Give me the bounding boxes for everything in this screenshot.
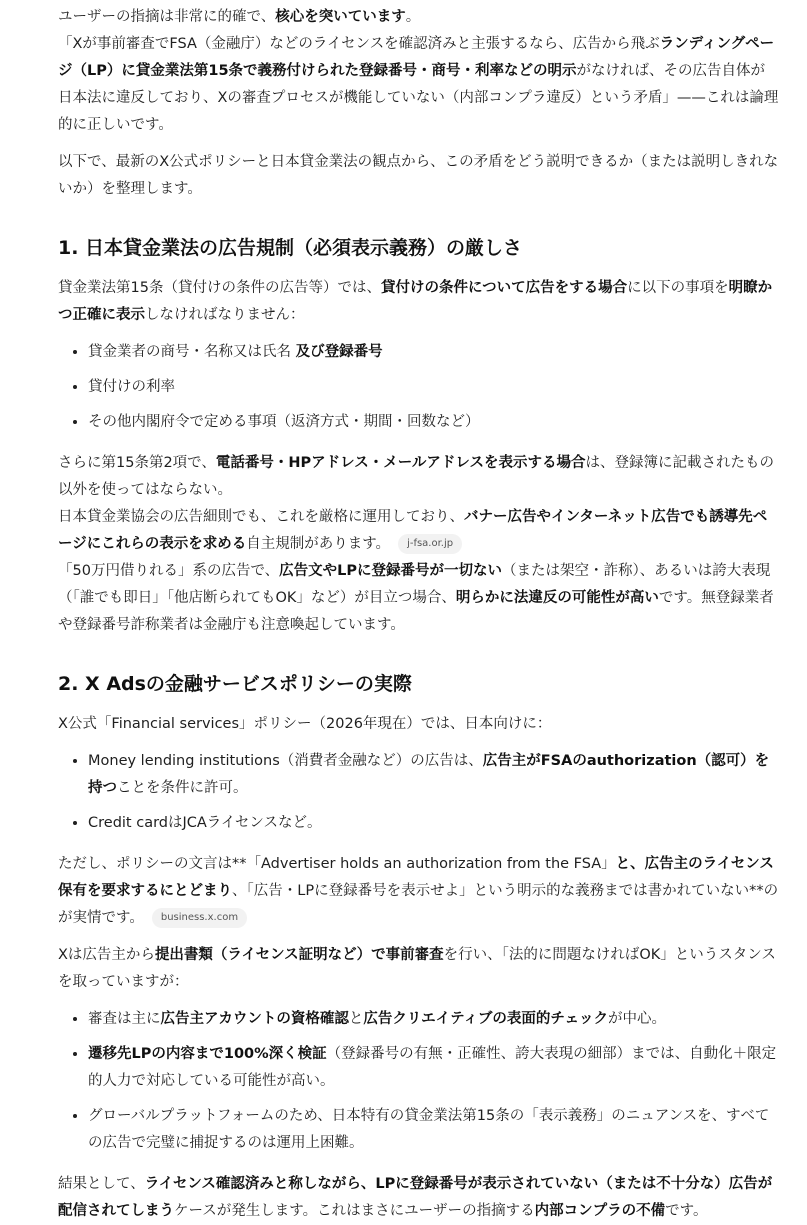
text: 「Xが事前審査でFSA（金融庁）などのライセンスを確認済みと主張するなら、広告から飛ぶ [58,36,660,52]
text: Money lending institutions（消費者金融など）の広告は、 [88,753,483,769]
text: 「50万円借りれる」系の広告で、 [58,563,280,579]
section-1-paragraph-3 [58,504,779,558]
bold-text: 核心を突いています [275,9,406,25]
text: に以下の事項を [627,280,729,296]
bold-text: 遷移先LPの内容まで100%深く検証 [88,1046,327,1062]
list-item: • その他内閣府令で定める事項（返済方式・期間・回数など） [88,409,779,436]
text: 、「広告・LPに登録番号を表示せよ」という明示的な義務までは書かれていない**のが実情です。 [58,883,779,926]
intro-paragraph-1 [58,4,779,31]
text: （または架空・詐称）、あるいは誇大表現（「誰でも即日」「他店断られてもOK」など）が目立つ場合、 [58,563,771,606]
section-2-heading: 2. X Adsの金融サービスポリシーの実際 [58,673,412,695]
section-1-paragraph-1 [58,275,779,329]
bold-text: 広告主がFSAのauthorization（認可）を持つ [88,753,770,796]
section-1-paragraph-4 [58,558,779,639]
intro-paragraph-2 [58,31,779,139]
bold-text: 広告主アカウントの資格確認 [160,1011,349,1027]
text: 審査は主に [88,1011,161,1027]
section-1-paragraph-2 [58,450,779,504]
text: ただし、ポリシーの文言は**「Advertiser holds an authorization from the FSA」 [58,856,616,872]
list-item [88,1006,779,1033]
section-1-heading: 1. 日本貸金業法の広告規制（必須表示義務）の厳しさ [58,237,523,259]
text: が中心。 [607,1011,666,1027]
text: ことを条件に許可。 [117,780,248,796]
source-chip[interactable]: business.x.com [152,908,247,928]
bold-text: バナー広告やインターネット広告でも誘導先ページにこれらの表示を求める [58,509,768,552]
bold-text: 明瞭かつ正確に表示 [58,280,773,323]
text: です。無登録業者や登録番号詐称業者は金融庁も注意喚起しています。 [58,590,774,633]
list-item [88,339,779,366]
bold-text: 及び登録番号 [295,344,383,360]
bold-text: 提出書類（ライセンス証明など）で事前審査 [154,947,444,963]
bold-text: 広告クリエイティブの表面的チェック [363,1011,608,1027]
bold-text: 内部コンプラの不備 [534,1203,666,1219]
list-item: • Credit cardはJCAライセンスなど。 [88,810,779,837]
list-item: • 貸付けの利率 [88,374,779,401]
text: 自主規制があります。 [246,536,391,552]
list-item: • グローバルプラットフォームのため、日本特有の貸金業法第15条の「表示義務」のニュアンスを、すべての広告で完璧に捕捉するのは運用上困難。 [88,1103,779,1157]
section-2-list-2 [58,1006,779,1157]
intro-paragraph-3: 以下で、最新のX公式ポリシーと日本貸金業法の観点から、この矛盾をどう説明できるか（または説明しきれないか）を整理します。 [58,154,779,197]
list-item [88,1041,779,1095]
text: （登録番号の有無・正確性、誇大表現の細部）までは、自動化＋限定的人力で対応している可能性が高い。 [88,1046,777,1089]
bold-text: ライセンス確認済みと称しながら、LPに登録番号が表示されていない（または不十分な）広告が配信されてしまう [58,1176,773,1219]
bold-text: 貸付けの条件について広告をする場合 [380,280,628,296]
text: さらに第15条第2項で、 [58,455,216,471]
list-item [88,748,779,802]
source-chip[interactable]: j-fsa.or.jp [398,534,462,554]
text: 。 [405,9,421,25]
bold-text: 明らかに法違反の可能性が高い [455,590,659,606]
text: 結果として、 [58,1176,145,1192]
bold-text: ランディングページ（LP）に貸金業法第15条で義務付けられた登録番号・商号・利率などの明示 [58,36,775,79]
text: がなければ、その広告自体が日本法に違反しており、Xの審査プロセスが機能していない（内部コンプラ違反）という矛盾」——これは論理的に正しいです。 [58,63,779,133]
text: しなければなりません： [145,307,305,323]
bold-text: 電話番号・HPアドレス・メールアドレスを表示する場合 [215,455,586,471]
text: 貸金業法第15条（貸付けの条件の広告等）では、 [58,280,381,296]
text: Xは広告主から [58,947,155,963]
section-2-paragraph-4 [58,1171,779,1225]
section-2-paragraph-3 [58,942,779,996]
text: は、登録簿に記載されたもの以外を使ってはならない。 [58,455,774,498]
text: を行い、「法的に問題なければOK」というスタンスを取っていますが： [58,947,776,990]
bold-text: 広告文やLPに登録番号が一切ない [279,563,503,579]
text: ユーザーの指摘は非常に的確で、 [58,9,276,25]
section-2-list [58,748,779,837]
text: ケースが発生します。これはまさにユーザーの指摘する [174,1203,535,1219]
section-1-list [58,339,779,436]
text: 日本貸金業協会の広告細則でも、これを厳格に運用しており、 [58,509,464,525]
bold-text: と、広告主のライセンス保有を要求するにとどまり [58,856,774,899]
text: と [348,1011,364,1027]
text: です。 [665,1203,708,1219]
section-2-paragraph-1: X公式「Financial services」ポリシー（2026年現在）では、日本向けに： [58,716,552,732]
text: 貸金業者の商号・名称又は氏名 [88,344,296,360]
section-2-paragraph-2 [58,851,779,932]
